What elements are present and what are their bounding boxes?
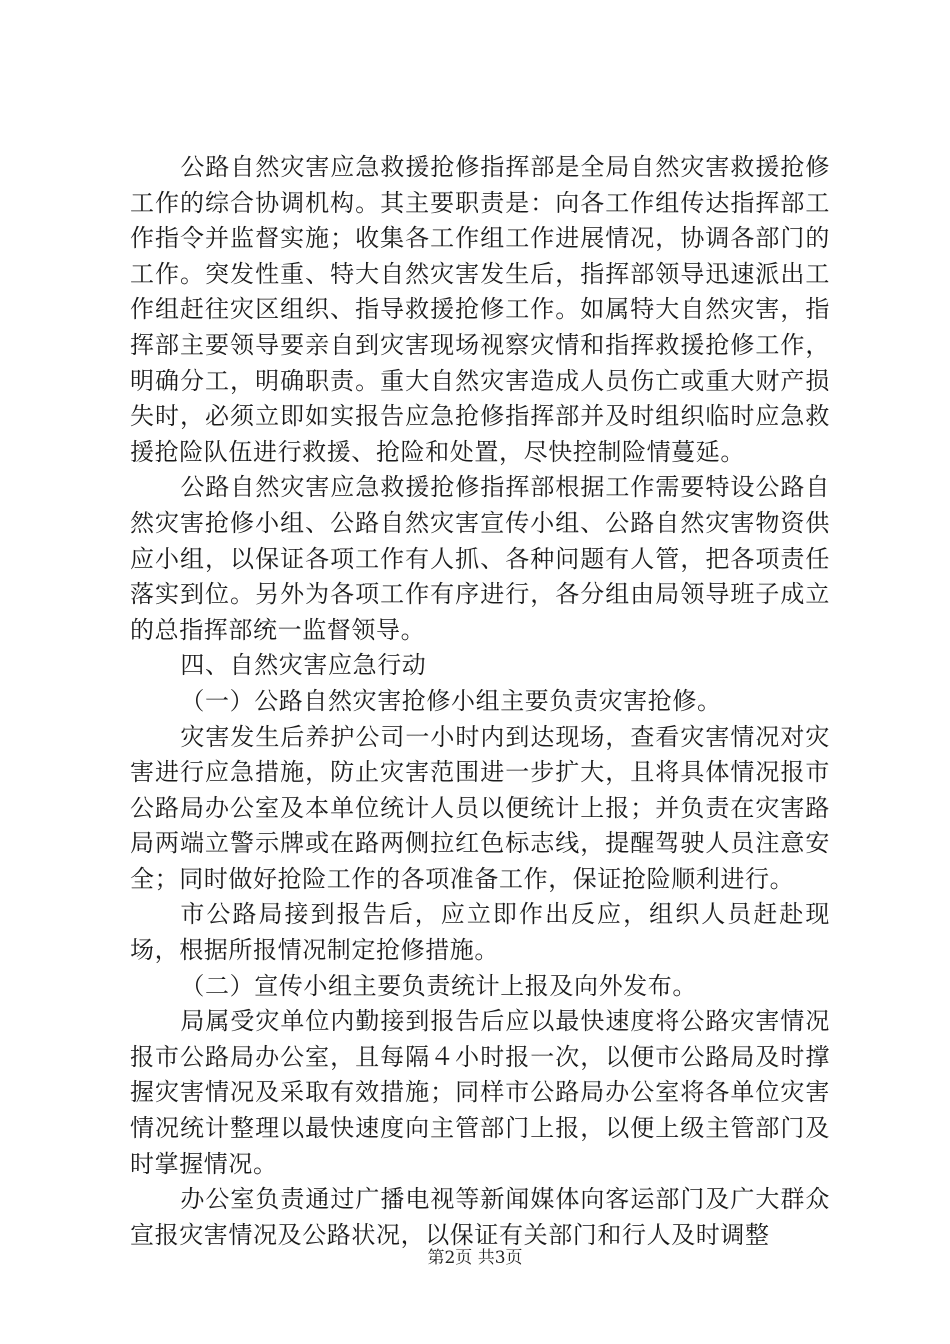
subheading-publicity-group: （二）宣传小组主要负责统计上报及向外发布。 (180, 971, 697, 1000)
paragraph-command-duties: 公路自然灾害应急救援抢修指挥部是全局自然灾害救援抢修工作的综合协调机构。其主要职责是：向各工作组传达指挥部工作指令并监督实施；收集各工作组工作进展情况，协调各部门的工作。突发性重、特大自然灾害发生后，指挥部领导迅速派出工作组赶往灾区组织、指导救援抢修工作。如属特大自然灾害，指挥部主要领导要亲自到灾害现场视察灾情和指挥救援抢修工作，明确分工，明确职责。重大自然灾害造成人员伤亡或重大财产损失时，必须立即如实报告应急抢修指挥部并及时组织临时应急救援抢险队伍进行救援、抢险和处置，尽快控制险情蔓延。 (130, 153, 830, 466)
document-body (130, 150, 830, 1253)
paragraph-sub-groups: 公路自然灾害应急救援抢修指挥部根据工作需要特设公路自然灾害抢修小组、公路自然灾害宣传小组、公路自然灾害物资供应小组，以保证各项工作有人抓、各种问题有人管，把各项责任落实到位。另外为各项工作有序进行，各分组由局领导班子成立的总指挥部统一监督领导。 (130, 473, 830, 644)
paragraph-bureau-response: 市公路局接到报告后，应立即作出反应，组织人员赶赴现场，根据所报情况制定抢修措施。 (130, 900, 830, 965)
paragraph-reporting: 局属受灾单位内勤接到报告后应以最快速度将公路灾害情况报市公路局办公室，且每隔４小时报一次，以便市公路局及时撑握灾害情况及采取有效措施；同样市公路局办公室将各单位灾害情况统计整理以最快速度向主管部门上报，以便上级主管部门及时掌握情况。 (130, 1007, 830, 1178)
page-number-footer: 第2页 共3页 (427, 1248, 523, 1268)
paragraph-media-publicity: 办公室负责通过广播电视等新闻媒体向客运部门及广大群众宣报灾害情况及公路状况，以保证有关部门和行人及时调整 (130, 1185, 830, 1249)
paragraph-repair-response: 灾害发生后养护公司一小时内到达现场，查看灾害情况对灾害进行应急措施，防止灾害范围进一步扩大，且将具体情况报市公路局办公室及本单位统计人员以便统计上报；并负责在灾害路局两端立警示牌或在路两侧拉红色标志线，提醒驾驶人员注意安全；同时做好抢险工作的各项准备工作，保证抢险顺利进行。 (130, 722, 830, 893)
subheading-repair-group: （一）公路自然灾害抢修小组主要负责灾害抢修。 (180, 686, 722, 715)
section-heading-emergency-action: 四、自然灾害应急行动 (180, 651, 427, 680)
